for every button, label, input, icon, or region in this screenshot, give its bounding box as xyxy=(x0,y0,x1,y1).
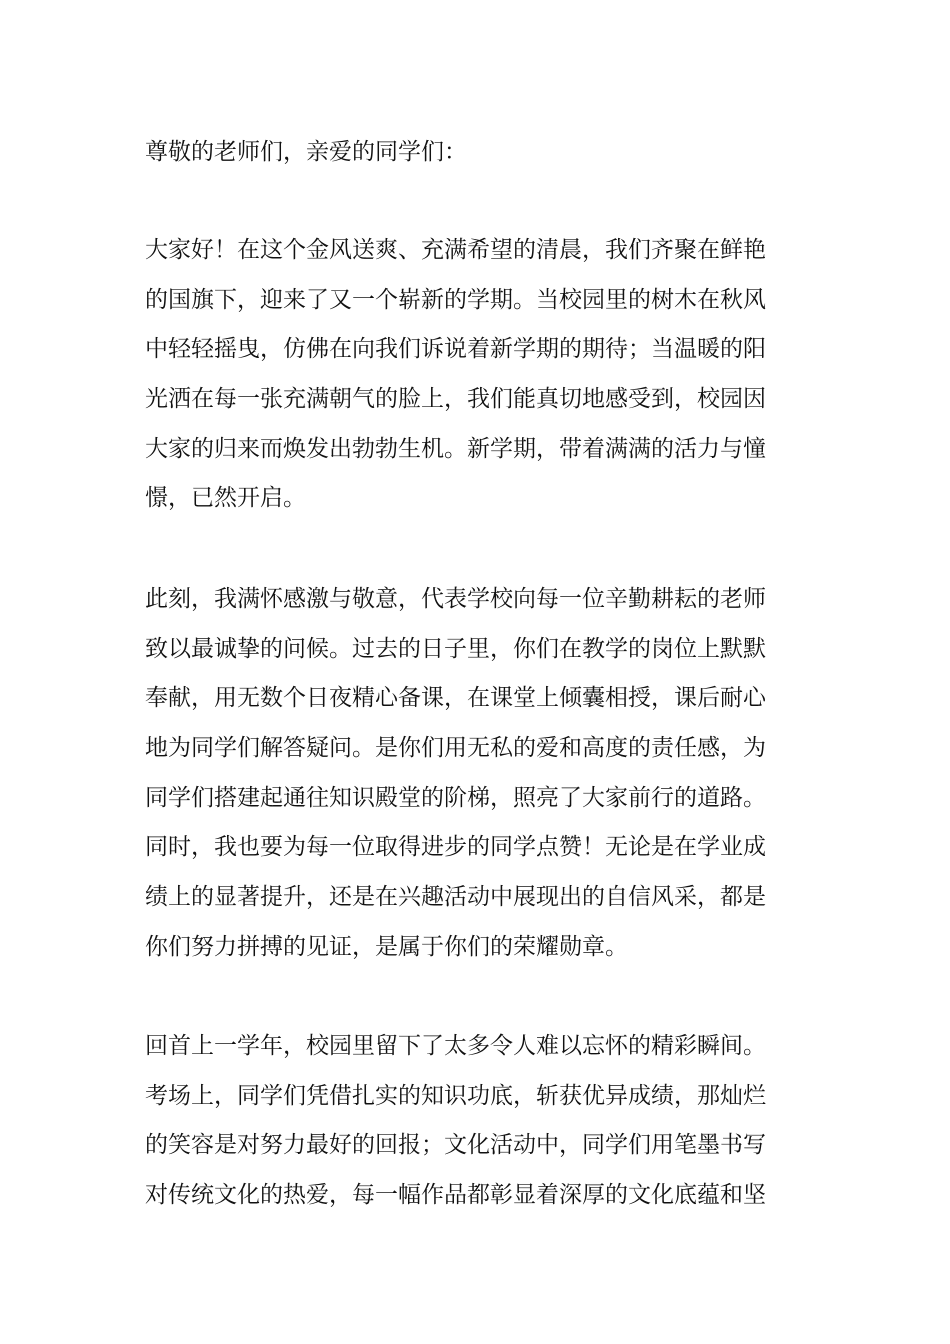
text-line: 对传统文化的热爱，每一幅作品都彰显着深厚的文化底蕴和坚 xyxy=(145,1182,766,1209)
paragraph-2 xyxy=(145,575,811,973)
text-line: 致以最诚挚的问候。过去的日子里，你们在教学的岗位上默默 xyxy=(145,635,766,662)
salutation xyxy=(145,128,811,178)
text-line: 奉献，用无数个日夜精心备课，在课堂上倾囊相授，课后耐心 xyxy=(145,685,766,712)
text-line: 憬，已然开启。 xyxy=(145,485,306,512)
paragraph-3 xyxy=(145,1022,811,1221)
text-line: 大家好！在这个金风送爽、充满希望的清晨，我们齐聚在鲜艳 xyxy=(145,237,766,263)
text-line: 的笑容是对努力最好的回报；文化活动中，同学们用笔墨书写 xyxy=(145,1132,766,1159)
text-line: 同时，我也要为每一位取得进步的同学点赞！无论是在学业成 xyxy=(145,834,766,861)
text-line: 你们努力拼搏的见证，是属于你们的荣耀勋章。 xyxy=(145,933,628,960)
text-line: 此刻，我满怀感激与敬意，代表学校向每一位辛勤耕耘的老师 xyxy=(145,586,766,612)
text-line: 中轻轻摇曳，仿佛在向我们诉说着新学期的期待；当温暖的阳 xyxy=(145,336,766,363)
text-line: 尊敬的老师们，亲爱的同学们： xyxy=(145,139,467,165)
text-line: 大家的归来而焕发出勃勃生机。新学期，带着满满的活力与憧 xyxy=(145,435,766,462)
text-line: 考场上，同学们凭借扎实的知识功底，斩获优异成绩，那灿烂 xyxy=(145,1082,766,1109)
text-line: 回首上一学年，校园里留下了太多令人难以忘怀的精彩瞬间。 xyxy=(145,1033,766,1059)
text-line: 光洒在每一张充满朝气的脸上，我们能真切地感受到，校园因 xyxy=(145,386,766,413)
paragraph-1 xyxy=(145,226,811,524)
text-line: 的国旗下，迎来了又一个崭新的学期。当校园里的树木在秋风 xyxy=(145,286,766,313)
text-line: 地为同学们解答疑问。是你们用无私的爱和高度的责任感，为 xyxy=(145,735,766,762)
text-line: 绩上的显著提升，还是在兴趣活动中展现出的自信风采，都是 xyxy=(145,884,766,911)
text-line: 同学们搭建起通往知识殿堂的阶梯，照亮了大家前行的道路。 xyxy=(145,784,766,811)
